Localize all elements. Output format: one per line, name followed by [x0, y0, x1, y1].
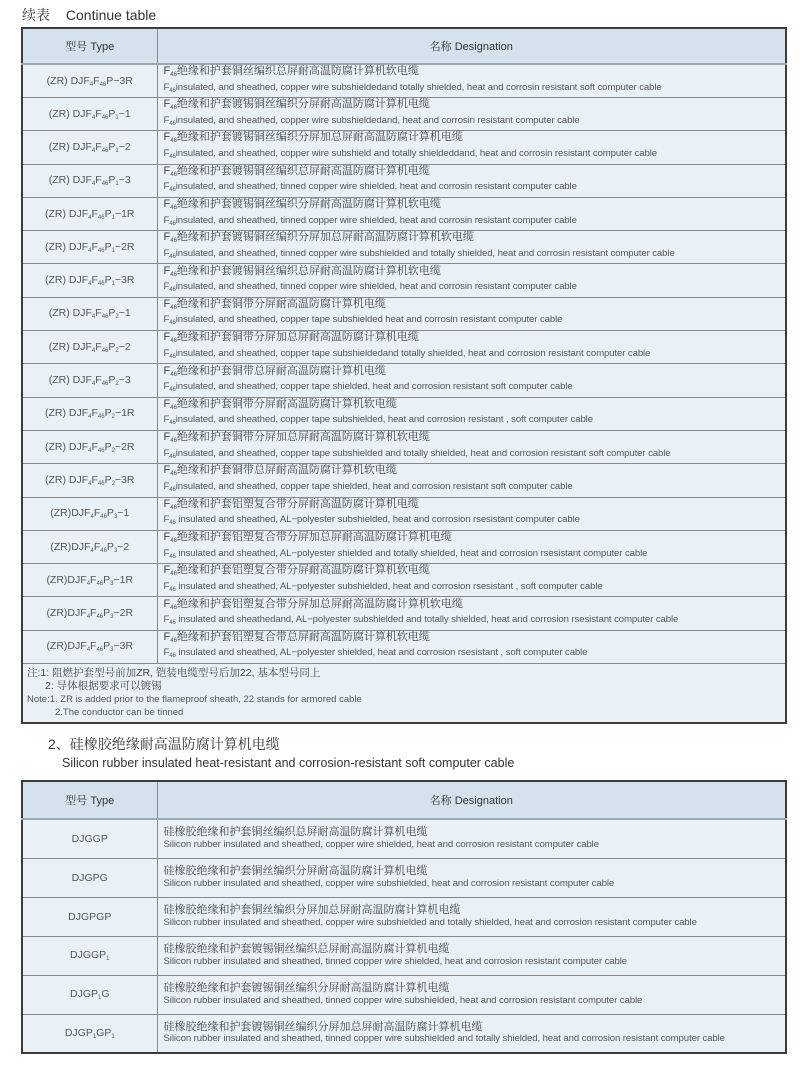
type-cell: (ZR) $DJF_4F_{46}P_2-2R$ — [22, 430, 157, 463]
table-row — [22, 164, 786, 197]
type-cell: (ZR) $DJF_4F_{46}P_2-1$ — [22, 297, 157, 330]
continue-table — [21, 27, 787, 724]
type-cell: $(ZR)DJF_4F_{46}P_3-1$ — [22, 497, 157, 530]
designation-en: $F_{46}insulated$, and sheathed, copper tape subshielded heat and corrosin resistant computer cable — [163, 314, 563, 327]
page-title — [22, 5, 156, 25]
designation-en: Silicon rubber insulated and sheathed, copper wire subshielded, heat and corrosion resistant computer cable — [163, 877, 615, 889]
designation-en: $F_{46}insulated$, and sheathed, tinned copper wire shielded, heat and corrosin resistant computer cable — [163, 281, 577, 294]
designation-en: $F_{46}$ insulated and sheathed, AL−polyester shielded and totally shielded, heat and corrosion rsesistant computer cable — [163, 547, 648, 560]
designation-cell — [157, 264, 786, 297]
designation-zh: $F_{46}$绝缘和护套铜带分屏耐高温防腐计算机电缆 — [163, 297, 386, 311]
type-cell: (ZR) $DJF_4F_{46}P_2-2$ — [22, 331, 157, 364]
designation-cell — [157, 597, 786, 630]
designation-zh: $F_{46}$绝缘和护套镀锡铜丝编织分屏加总屏耐高温防腐计算机电缆 — [163, 131, 463, 145]
table-row — [22, 264, 786, 297]
type-cell: DJGPG — [22, 858, 157, 897]
table-row — [22, 331, 786, 364]
table-row — [22, 231, 786, 264]
designation-en: $F_{46}insulated$, and sheathed, tinned copper wire shielded, heat and corrosin resistant computer cable — [163, 214, 577, 227]
designation-cell — [157, 131, 786, 164]
designation-en: $F_{46}insulated$, and sheathed, copper tape shielded, heat and corrosion resistant soft computer cable — [163, 480, 573, 493]
designation-en: Silicon rubber insulated and sheathed, copper wire shielded, heat and corrosion resistant computer cable — [163, 838, 599, 850]
designation-zh: 硅橡胶绝缘和护套镀锡铜丝编织总屏耐高温防腐计算机电缆 — [163, 943, 450, 955]
designation-cell — [157, 430, 786, 463]
page-title-zh: 续表 — [22, 7, 50, 23]
designation-zh: 硅橡胶绝缘和护套镀锡铜丝编织分屏耐高温防腐计算机电缆 — [163, 982, 450, 994]
designation-cell — [157, 331, 786, 364]
designation-cell — [157, 297, 786, 330]
designation-cell — [157, 858, 786, 897]
type-cell: (ZR) $DJF_4F_{46}P_1-3R$ — [22, 264, 157, 297]
table-row — [22, 597, 786, 630]
type-cell: (ZR) $DJF_4F_{46}P_1-2R$ — [22, 231, 157, 264]
note-zh-2: 2: 导体根据要求可以镀锡 — [45, 680, 162, 693]
note-en-1: Note:1. ZR is added prior to the flameproof sheath, 22 stands for armored cable — [27, 694, 362, 706]
designation-zh: $F_{46}$绝缘和护套铝塑复合带分屏加总屏耐高温防腐计算机软电缆 — [163, 597, 463, 611]
designation-cell — [157, 564, 786, 597]
designation-en: $F_{46}insulated$, and sheathed, copper tape subshielded and totally shielded, heat and corrosion resistant soft computer cable — [163, 447, 671, 460]
designation-zh: $F_{46}$绝缘和护套铜带分屏耐高温防腐计算机软电缆 — [163, 397, 397, 411]
column-header-designation: 名称 Designation — [157, 28, 786, 64]
designation-cell — [157, 936, 786, 975]
designation-en: $F_{46}insulated$, and sheathed, tinned copper wire shielded, heat and corrosin resistant computer cable — [163, 181, 577, 194]
designation-zh: 硅橡胶绝缘和护套铜丝编织总屏耐高温防腐计算机电缆 — [163, 826, 428, 839]
column-header-type: 型号 Type — [22, 781, 157, 819]
designation-zh: $F_{46}$绝缘和护套铝塑复合带总屏耐高温防腐计算机软电缆 — [163, 630, 430, 644]
notes-row — [22, 664, 786, 724]
designation-cell — [157, 164, 786, 197]
designation-cell — [157, 530, 786, 563]
table-header-row — [22, 781, 786, 819]
type-cell: (ZR) $DJF_4F_{46}P_1-1$ — [22, 98, 157, 131]
table-row — [22, 64, 786, 98]
column-header-type: 型号 Type — [22, 28, 157, 64]
table-row — [22, 98, 786, 131]
note-zh-1: 注:1: 阻燃护套型号前加ZR, 铠装电缆型号后加22, 基本型号同上 — [27, 667, 321, 680]
table-row — [22, 364, 786, 397]
type-cell: DJGGP — [22, 819, 157, 858]
type-cell: (ZR) $DJF_4F_{46}P_2-3R$ — [22, 464, 157, 497]
designation-zh: 硅橡胶绝缘和护套镀锡铜丝编织分屏加总屏耐高温防腐计算机电缆 — [163, 1020, 483, 1033]
designation-zh: $F_{46}$绝缘和护套镀锡铜丝编织分屏加总屏耐高温防腐计算机软电缆 — [163, 231, 474, 245]
table-row — [22, 430, 786, 463]
type-cell: $(ZR)DJF_4F_{46}P_3-3R$ — [22, 630, 157, 663]
type-cell: $(ZR)DJF_4F_{46}P_3-1R$ — [22, 564, 157, 597]
silicon-rubber-table — [21, 780, 787, 1054]
table-row — [22, 464, 786, 497]
designation-cell — [157, 397, 786, 430]
type-cell: (ZR) $DJF_4F_{46}P_2-3$ — [22, 364, 157, 397]
designation-cell — [157, 819, 786, 858]
designation-zh: 硅橡胶绝缘和护套铜丝编织分屏耐高温防腐计算机电缆 — [163, 865, 428, 877]
designation-zh: 硅橡胶绝缘和护套铜丝编织分屏加总屏耐高温防腐计算机电缆 — [163, 904, 461, 916]
designation-zh: $F_{46}$绝缘和护套镀锡铜丝编织总屏耐高温防腐计算机电缆 — [163, 164, 430, 178]
table-row — [22, 936, 786, 975]
designation-en: $F_{46}$ insulated and sheathed, AL−polyester shielded, heat and corrosion rsesistant , soft computer cable — [163, 647, 588, 660]
designation-zh: $F_{46}$绝缘和护套铝塑复合带分屏加总屏耐高温防腐计算机电缆 — [163, 531, 452, 544]
type-cell: $DJGP_1G$ — [22, 975, 157, 1014]
designation-cell — [157, 64, 786, 98]
table-row — [22, 397, 786, 430]
table-row — [22, 819, 786, 858]
type-cell: (ZR) $DJF_4F_{46}P_1-1R$ — [22, 197, 157, 230]
designation-en: Silicon rubber insulated and sheathed, tinned copper wire shielded, heat and corrosion resistant computer cable — [163, 955, 628, 967]
column-header-designation: 名称 Designation — [157, 781, 786, 819]
type-cell: $DJGGP_1$ — [22, 936, 157, 975]
type-cell: $(ZR)DJF_4F_{46}P_3-2R$ — [22, 597, 157, 630]
designation-en: $F_{46}insulated$, and sheathed, copper tape subshieldedand totally shielded, heat and corrosion resistant computer cable — [163, 347, 651, 360]
type-cell: $(ZR)DJF_4F_{46}P_3-2$ — [22, 530, 157, 563]
designation-en: $F_{46}insulated$, and sheathed, copper wire subshieldedand totally shielded, heat and corrosin resistant soft computer cable — [163, 81, 662, 94]
table-row — [22, 530, 786, 563]
designation-zh: $F_{46}$绝缘和护套镀锡铜丝编织分屏耐高温防腐计算机软电缆 — [163, 198, 441, 212]
section-2-subtitle: Silicon rubber insulated heat-resistant and corrosion-resistant soft computer cable — [62, 756, 515, 770]
notes-cell — [22, 664, 786, 724]
type-cell: DJGPGP — [22, 897, 157, 936]
designation-cell — [157, 897, 786, 936]
type-cell: (ZR) $DJF_4F_{46}P-3R$ — [22, 64, 157, 98]
designation-cell — [157, 497, 786, 530]
table-row — [22, 564, 786, 597]
designation-cell — [157, 197, 786, 230]
table-row — [22, 897, 786, 936]
table-row — [22, 197, 786, 230]
designation-zh: $F_{46}$绝缘和护套铜带分屏加总屏耐高温防腐计算机软电缆 — [163, 431, 430, 445]
designation-en: $F_{46}$ insulated and sheathedand, AL−polyester subshielded and totally shielded, heat and corrosion rsesistant computer cable — [163, 614, 679, 627]
designation-cell — [157, 464, 786, 497]
designation-zh: $F_{46}$绝缘和护套铜带总屏耐高温防腐计算机电缆 — [163, 364, 386, 378]
designation-zh: $F_{46}$绝缘和护套铜丝编织总屏耐高温防腐计算机软电缆 — [163, 65, 419, 78]
table-row — [22, 858, 786, 897]
designation-en: $F_{46}insulated$, and sheathed, copper tape shielded, heat and corrosion resistant soft computer cable — [163, 381, 573, 394]
designation-cell — [157, 1014, 786, 1053]
designation-zh: $F_{46}$绝缘和护套镀锡铜丝编织总屏耐高温防腐计算机软电缆 — [163, 264, 441, 278]
page-title-en: Continue table — [65, 7, 157, 23]
table-row — [22, 497, 786, 530]
table-row — [22, 1014, 786, 1053]
designation-en: $F_{46}insulated$, and sheathed, tinned copper wire subshielded and totally shielded, heat and corrosin resistant computer cable — [163, 247, 675, 260]
designation-cell — [157, 98, 786, 131]
note-en-2: 2.The conductor can be tinned — [55, 707, 184, 719]
designation-cell — [157, 231, 786, 264]
type-cell: (ZR) $DJF_4F_{46}P_1-2$ — [22, 131, 157, 164]
designation-cell — [157, 630, 786, 663]
section-2-title: 2、硅橡胶绝缘耐高温防腐计算机电缆 — [48, 736, 280, 752]
table-row — [22, 975, 786, 1014]
designation-zh: $F_{46}$绝缘和护套铜带总屏耐高温防腐计算机软电缆 — [163, 464, 397, 478]
designation-en: $F_{46}insulated$, and sheathed, copper wire subshield and totally shieldeddand, heat and corrosin resistant computer cable — [163, 147, 658, 160]
type-cell: $DJGP_1GP_1$ — [22, 1014, 157, 1053]
table-header-row — [22, 28, 786, 64]
designation-zh: $F_{46}$绝缘和护套铝塑复合带分屏耐高温防腐计算机软电缆 — [163, 564, 430, 578]
designation-cell — [157, 364, 786, 397]
designation-zh: $F_{46}$绝缘和护套铝塑复合带分屏耐高温防腐计算机电缆 — [163, 497, 419, 511]
designation-cell — [157, 975, 786, 1014]
designation-en: Silicon rubber insulated and sheathed, tinned copper wire subshielded, heat and corrosion resistant computer cable — [163, 994, 643, 1006]
table-row — [22, 131, 786, 164]
type-cell: (ZR) $DJF_4F_{46}P_2-1R$ — [22, 397, 157, 430]
designation-en: $F_{46}insulated$, and sheathed, copper tape subshielded, heat and corrosion resistant , soft computer cable — [163, 414, 593, 427]
type-cell: (ZR) $DJF_4F_{46}P_1-3$ — [22, 164, 157, 197]
designation-en: $F_{46}$ insulated and sheathed, AL−polyester subshielded, heat and corrosion rsesistant computer cable — [163, 514, 580, 527]
designation-en: $F_{46}insulated$, and sheathed, copper wire subshieldedand, heat and corrosin resistant computer cable — [163, 114, 580, 127]
designation-en: Silicon rubber insulated and sheathed, tinned copper wire subshielded and totally shielded, heat and corrosion resistant computer cable — [163, 1033, 725, 1045]
table-row — [22, 297, 786, 330]
designation-en: Silicon rubber insulated and sheathed, copper wire subshielded and totally shielded, heat and corrosion resistant computer cable — [163, 916, 697, 928]
designation-en: $F_{46}$ insulated and sheathed, AL−polyester subshielded, heat and corrosion rsesistant , soft computer cable — [163, 580, 603, 593]
designation-zh: $F_{46}$绝缘和护套镀锡铜丝编织分屏耐高温防腐计算机电缆 — [163, 98, 430, 112]
designation-zh: $F_{46}$绝缘和护套铜带分屏加总屏耐高温防腐计算机电缆 — [163, 331, 419, 345]
table-row — [22, 630, 786, 663]
